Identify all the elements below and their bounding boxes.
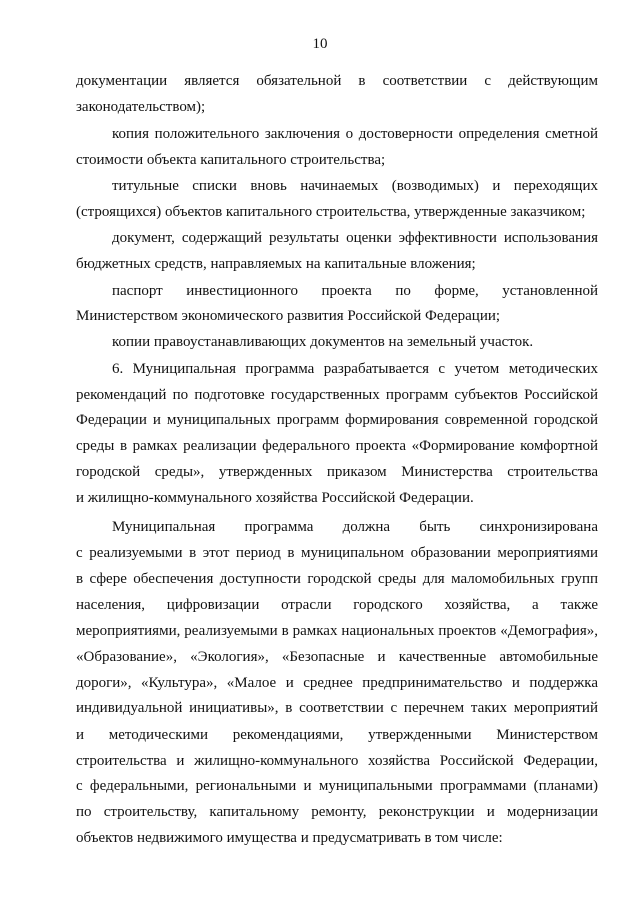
text-line: рекомендаций по подготовке государственных программ субъектов Российской [76, 387, 598, 403]
text-line: копии правоустанавливающих документов на земельный участок. [112, 334, 534, 350]
text-line: Федерации и муниципальных программ формирования современной городской [76, 412, 598, 428]
text-line: населения, цифровизации отрасли городского хозяйства, а также [76, 597, 598, 613]
text-line: и жилищно-коммунального хозяйства Российской Федерации. [76, 490, 474, 506]
text-line: объектов недвижимого имущества и предусматривать в том числе: [76, 830, 503, 846]
text-line: с реализуемыми в этот период в муниципальном образовании мероприятиями [76, 545, 598, 561]
text-line: Муниципальная программа должна быть синхронизирована [112, 519, 598, 535]
text-line: документ, содержащий результаты оценки эффективности использования [112, 230, 598, 246]
text-line: по строительству, капитальному ремонту, реконструкции и модернизации [76, 804, 598, 820]
text-line: бюджетных средств, направляемых на капитальные вложения; [76, 256, 476, 272]
text-line: законодательством); [76, 99, 206, 115]
text-line: индивидуальной инициативы», в соответствии с перечнем таких мероприятий [76, 700, 598, 716]
text-line: дороги», «Культура», «Малое и среднее предпринимательство и поддержка [76, 675, 598, 691]
text-line: городской среды», утвержденных приказом Министерства строительства [76, 464, 598, 480]
text-line: паспорт инвестиционного проекта по форме, установленной [112, 283, 598, 299]
text-line: (строящихся) объектов капитального строительства, утвержденные заказчиком; [76, 204, 586, 220]
text-line: Министерством экономического развития Российской Федерации; [76, 308, 501, 324]
text-line: титульные списки вновь начинаемых (возводимых) и переходящих [112, 178, 598, 194]
text-line: стоимости объекта капитального строительства; [76, 152, 386, 168]
text-line: 6. Муниципальная программа разрабатывается с учетом методических [112, 361, 598, 377]
text-line: копия положительного заключения о достоверности определения сметной [112, 126, 598, 142]
text-line: «Образование», «Экология», «Безопасные и качественные автомобильные [76, 649, 598, 665]
text-line: среды в рамках реализации федерального проекта «Формирование комфортной [76, 438, 598, 454]
page-number: 10 [312, 36, 328, 52]
text-line: в сфере обеспечения доступности городской среды для маломобильных групп [76, 571, 598, 587]
text-line: строительства и жилищно-коммунального хозяйства Российской Федерации, [76, 753, 598, 769]
text-line: документации является обязательной в соответствии с действующим [76, 73, 598, 89]
text-line: и методическими рекомендациями, утвержденными Министерством [76, 727, 598, 743]
text-line: мероприятиями, реализуемыми в рамках национальных проектов «Демография», [76, 623, 598, 639]
text-line: с федеральными, региональными и муниципальными программами (планами) [76, 778, 598, 794]
